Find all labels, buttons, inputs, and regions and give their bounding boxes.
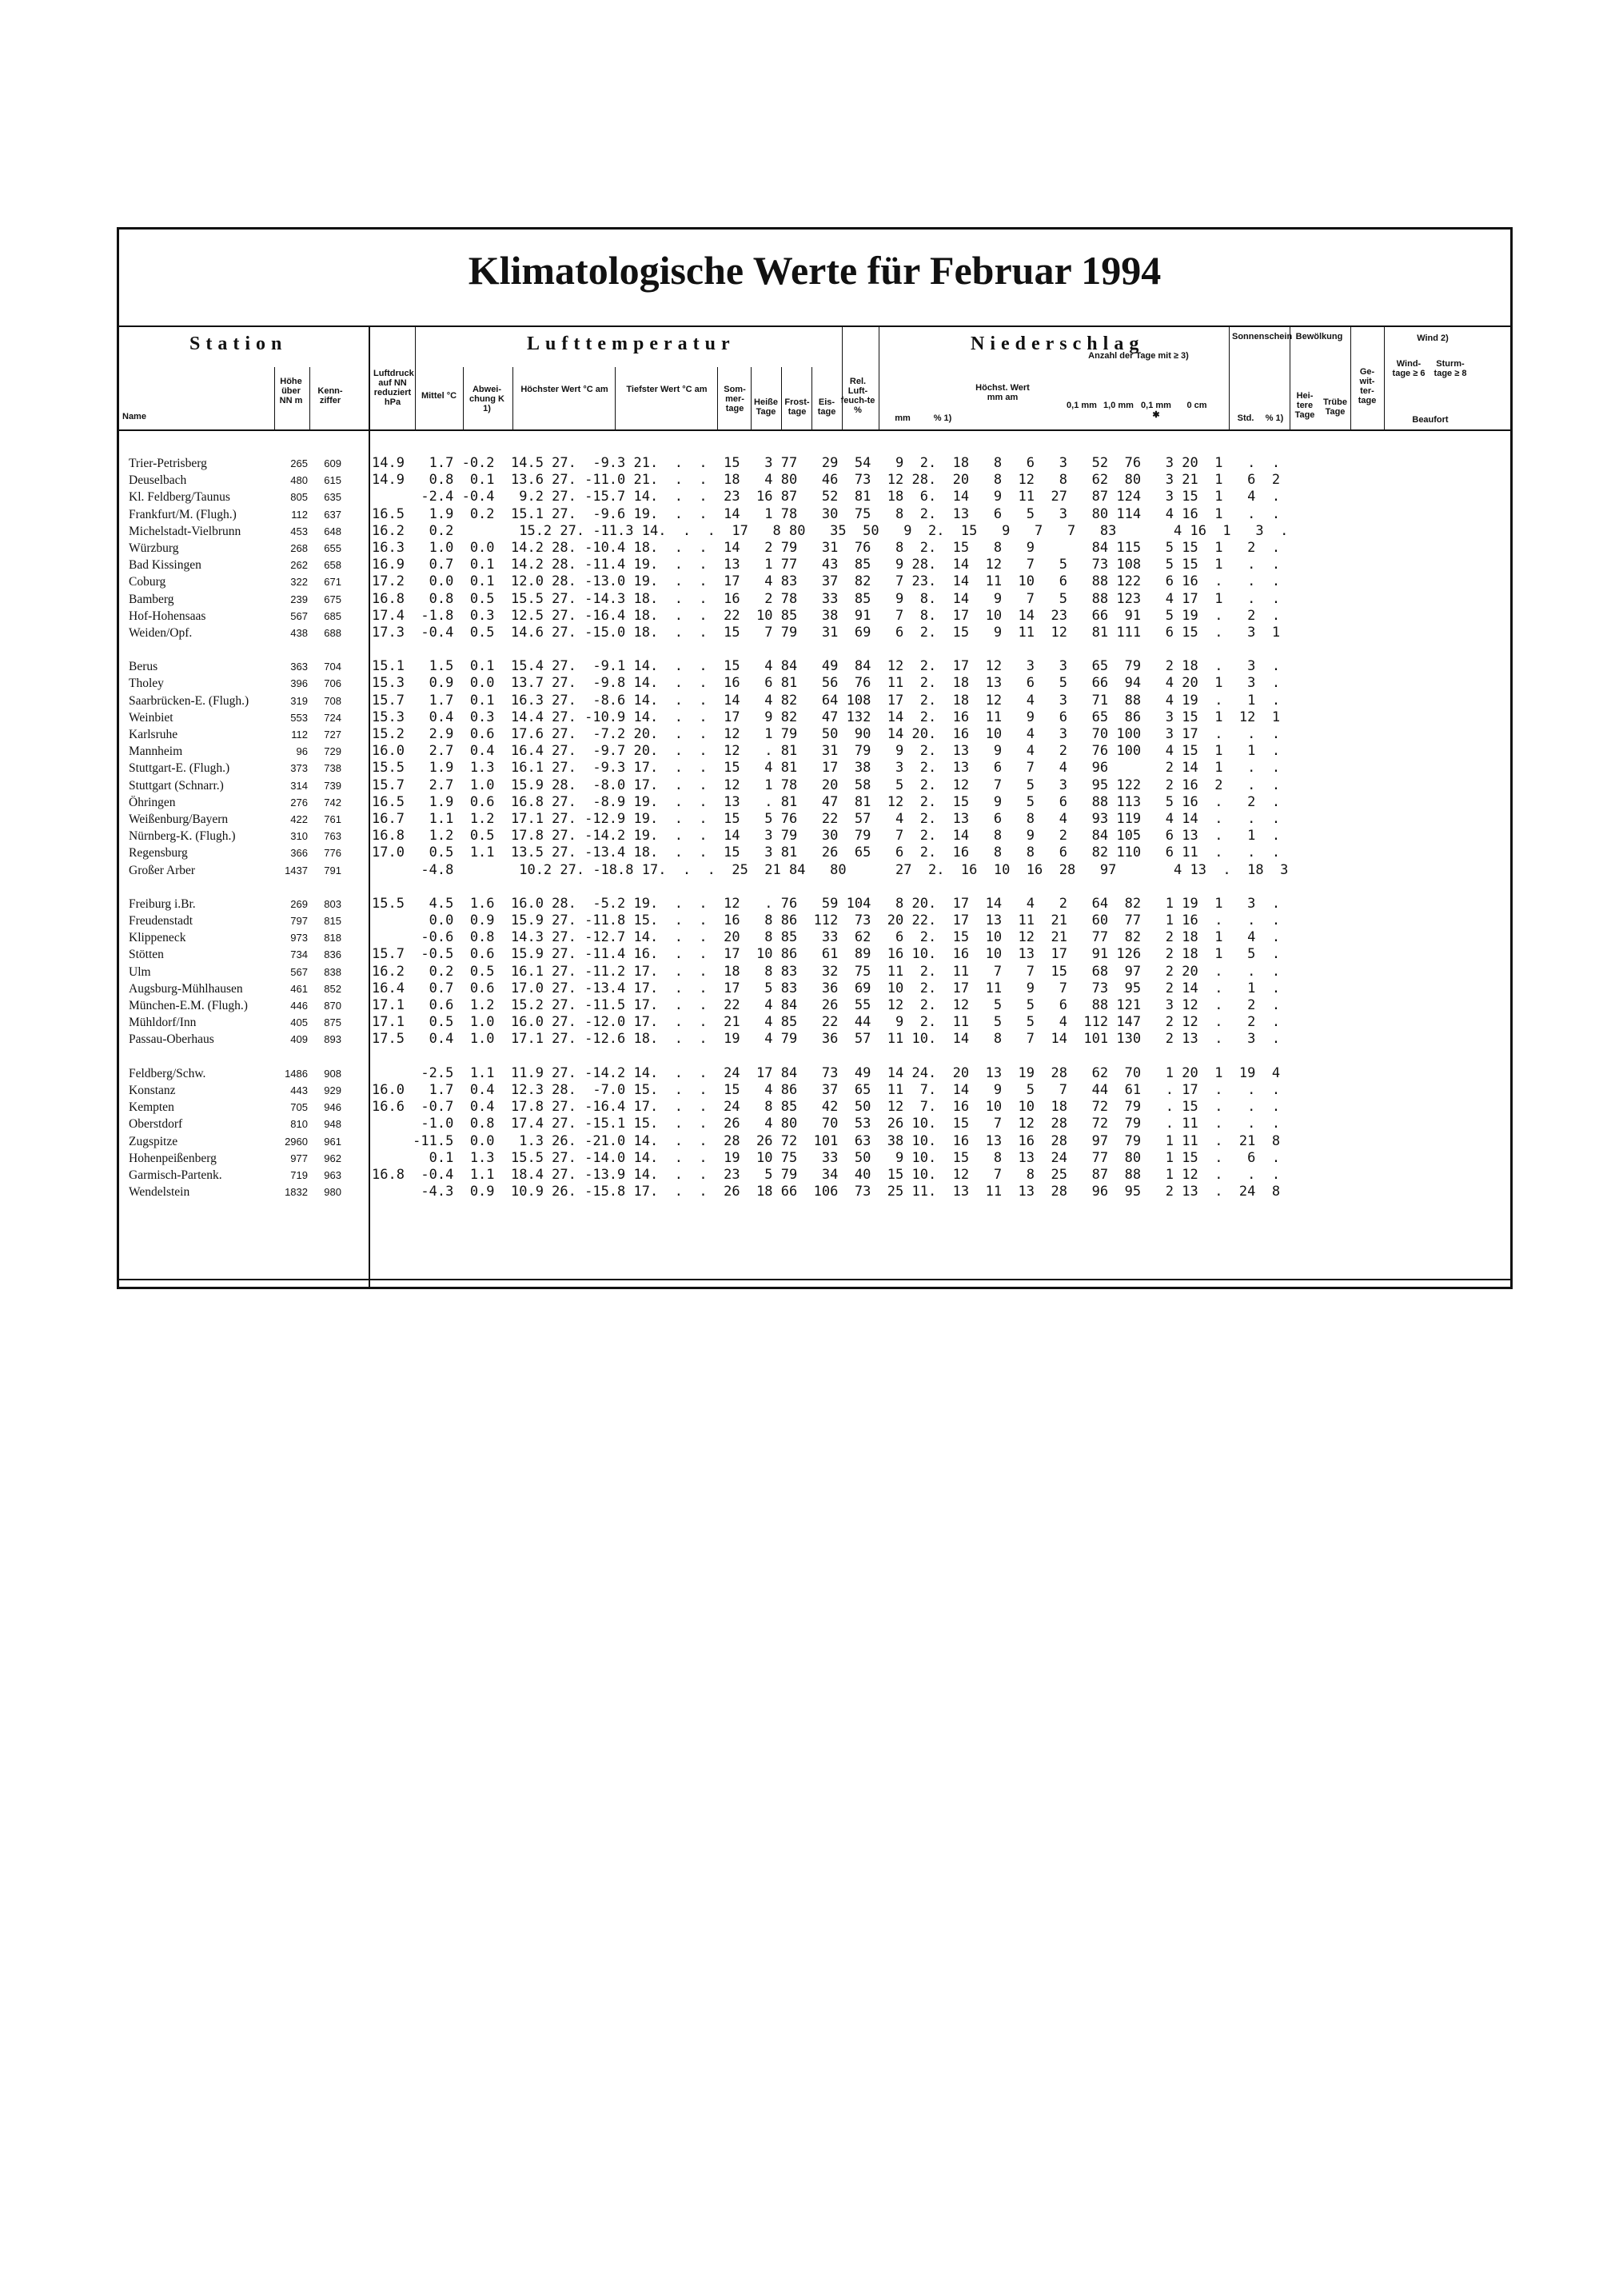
station-name: Passau-Oberhaus [129,1032,214,1047]
frost-days-label: Frost-tage [784,397,810,417]
temp-mean-label: Mittel °C [421,391,457,401]
divider [1229,327,1230,429]
station-name: Ulm [129,964,151,979]
station-height: 112 [291,508,308,521]
station-data-row: 16.5 1.9 0.6 16.8 27. -8.9 19. . . 13 . 81 47 81 12 2. 15 9 5 6 88 113 5 16 . 2 . [372,793,1281,810]
station-name: Deuselbach [129,473,187,488]
station-name: Bamberg [129,592,174,606]
station-name: Oberstdorf [129,1117,183,1132]
station-height: 446 [290,1000,308,1012]
storm-days-label: Sturm-tage ≥ 8 [1434,359,1467,378]
divider [1350,327,1351,429]
station-height: 553 [290,711,308,724]
group-gap [129,641,393,658]
station-height: 322 [290,576,308,589]
page-title: Klimatologische Werte für Februar 1994 [468,248,1162,293]
station-height: 422 [290,813,308,825]
station-height: 268 [290,541,308,554]
station-height: 453 [290,525,308,537]
station-code: 729 [324,745,341,758]
station-name: Kl. Feldberg/Taunus [129,490,230,505]
station-code: 961 [324,1135,341,1148]
station-code: 803 [324,897,341,910]
station-code: 724 [324,711,341,724]
station-height: 567 [290,609,308,622]
station-name: Klippeneck [129,931,186,945]
station-data-row: 0.1 1.3 15.5 27. -14.0 14. . . 19 10 75 33 50 9 10. 15 8 13 24 77 80 1 15 . 6 . [372,1149,1281,1166]
station-data-row: 16.0 1.7 0.4 12.3 28. -7.0 15. . . 15 4 86 37 65 11 7. 14 9 5 7 44 61 . 17 . . . [372,1081,1281,1098]
station-code: 706 [324,677,341,690]
station-code: 962 [324,1152,341,1164]
station-code: 739 [324,779,341,792]
station-data-row: -11.5 0.0 1.3 26. -21.0 14. . . 28 26 72 101 63 38 10. 16 13 16 28 97 79 1 11 . 21 8 [372,1132,1281,1149]
station-code: 818 [324,932,341,944]
station-code: 635 [324,491,341,504]
station-name: Weiden/Opf. [129,625,193,640]
station-data-row: 15.7 2.7 1.0 15.9 28. -8.0 17. . . 12 1 78 20 58 5 2. 12 7 5 3 95 122 2 16 2 . . [372,777,1281,793]
station-name: Mühldorf/Inn [129,1016,197,1030]
station-data-row: 16.2 0.2 15.2 27. -11.3 14. . . 17 8 80 35 50 9 2. 15 9 7 7 83 4 16 1 3 . [372,522,1289,539]
station-data-row: 15.5 4.5 1.6 16.0 28. -5.2 19. . . 12 . 76 59 104 8 20. 17 14 4 2 64 82 1 19 1 3 . [372,895,1281,912]
station-code: 658 [324,559,341,572]
station-code: 761 [324,813,341,825]
station-height: 363 [290,661,308,673]
precip-days-label: Anzahl der Tage mit ≥ 3) [1088,351,1189,361]
station-code: 685 [324,609,341,622]
precip-max-label: Höchst. Wert mm am [975,383,1030,402]
snow-days-label: 0,1 mm ✱ [1141,401,1171,420]
station-height: 1486 [285,1067,308,1080]
station-name: Regensburg [129,846,188,861]
station-data-row: -2.5 1.1 11.9 27. -14.2 14. . . 24 17 84 73 49 14 24. 20 13 19 28 62 70 1 20 1 19 4 [372,1064,1281,1081]
station-code: 875 [324,1016,341,1029]
station-code: 742 [324,796,341,809]
station-code: 908 [324,1067,341,1080]
station-data-row: 15.7 -0.5 0.6 15.9 27. -11.4 16. . . 17 10 86 61 89 16 10. 16 10 13 17 91 126 2 18 1 5 . [372,946,1281,963]
station-data-row: 16.8 0.8 0.5 15.5 27. -14.3 18. . . 16 2 78 33 85 9 8. 14 9 7 5 88 123 4 17 1 . . [372,590,1281,607]
station-data-row: -0.6 0.8 14.3 27. -12.7 14. . . 20 8 85 33 62 6 2. 15 10 12 21 77 82 2 18 1 4 . [372,929,1281,946]
station-name: Zugspitze [129,1134,178,1148]
pressure-column-label: Luftdruck auf NN reduziert hPa [373,369,414,407]
station-code: 870 [324,1000,341,1012]
station-name: Würzburg [129,541,179,555]
station-data-row: 15.5 1.9 1.3 16.1 27. -9.3 17. . . 15 4 81 17 38 3 2. 13 6 7 4 96 2 14 1 . . [372,760,1281,777]
temp-max-label: Höchster Wert °C am [520,385,608,394]
station-height: 112 [291,729,308,741]
station-name: Hof-Hohensaas [129,609,206,623]
station-name: Weinbiet [129,710,173,725]
station-name: Freiburg i.Br. [129,896,196,911]
station-name: Freudenstadt [129,914,193,928]
station-data-row: 16.9 0.7 0.1 14.2 28. -11.4 19. . . 13 1 77 43 85 9 28. 14 12 7 5 73 108 5 15 1 . . [372,557,1281,573]
station-data-row: 17.1 0.6 1.2 15.2 27. -11.5 17. . . 22 4 84 26 55 12 2. 12 5 5 6 88 121 3 12 . 2 . [372,997,1281,1013]
station-data-row: 16.3 1.0 0.0 14.2 28. -10.4 18. . . 14 2 79 31 76 8 2. 15 8 9 84 115 5 15 1 2 . [372,539,1281,556]
station-data-row: 17.4 -1.8 0.3 12.5 27. -16.4 18. . . 22 10 85 38 91 7 8. 17 10 14 23 66 91 5 19 . 2 . [372,607,1281,624]
station-name: Frankfurt/M. (Flugh.) [129,507,237,521]
station-height: 797 [290,915,308,928]
station-name: Weißenburg/Bayern [129,812,229,826]
station-height: 1832 [285,1186,308,1199]
station-name: Stuttgart-E. (Flugh.) [129,761,230,776]
station-data-row: 17.2 0.0 0.1 12.0 28. -13.0 19. . . 17 4 83 37 82 7 23. 14 11 10 6 88 122 6 16 . . . [372,573,1281,590]
station-data-row: 16.5 1.9 0.2 15.1 27. -9.6 19. . . 14 1 78 30 75 8 2. 13 6 5 3 80 114 4 16 1 . . [372,505,1281,522]
wind-group-label: Wind 2) [1417,333,1449,343]
station-data-row: 15.2 2.9 0.6 17.6 27. -7.2 20. . . 12 1 79 50 90 14 20. 16 10 4 3 70 100 3 17 . . . [372,726,1281,742]
station-heights [276,455,308,1200]
temperature-group-label: Lufttemperatur [527,333,736,354]
group-gap [129,1048,393,1065]
station-data-row: -4.3 0.9 10.9 26. -15.8 17. . . 26 18 66 106 73 25 11. 13 11 13 28 96 95 2 13 . 24 8 [372,1184,1281,1200]
station-name: Bad Kissingen [129,558,201,573]
name-column-label: Name [122,412,146,421]
station-code: 948 [324,1118,341,1131]
hot-days-label: Heiße Tage [754,397,778,417]
station-code: 704 [324,661,341,673]
station-name: Augsburg-Mühlhausen [129,981,243,996]
station-height: 438 [290,626,308,639]
station-height: 310 [290,830,308,843]
climate-table-frame [117,227,1513,1289]
station-name: Tholey [129,677,164,691]
group-gap [372,641,1288,658]
humidity-label: Rel. Luft-feuch-te % [840,377,875,415]
sunshine-percent-label: % 1) [1265,413,1284,423]
beaufort-label: Beaufort [1412,415,1449,425]
station-code: 688 [324,626,341,639]
station-code: 609 [324,457,341,469]
precipitation-group-label: Niederschlag [971,333,1145,354]
station-code: 648 [324,525,341,537]
station-name: München-E.M. (Flugh.) [129,999,248,1012]
station-code: 738 [324,762,341,775]
temp-deviation-label: Abwei-chung K 1) [469,385,504,413]
station-values [372,455,1288,1200]
divider [717,367,718,429]
station-code: 708 [324,694,341,707]
station-data-row: 16.6 -0.7 0.4 17.8 27. -16.4 17. . . 24 8 85 42 50 12 7. 16 10 10 18 72 79 . 15 . . . [372,1099,1281,1116]
station-height: 719 [290,1168,308,1181]
group-gap [372,1048,1288,1065]
divider [309,367,310,429]
station-data-row: 14.9 1.7 -0.2 14.5 27. -9.3 21. . . 15 3 77 29 54 9 2. 18 8 6 3 52 76 3 20 1 . . [372,455,1281,471]
station-name: Stuttgart (Schnarr.) [129,778,224,793]
temp-min-label: Tiefster Wert °C am [626,385,708,394]
station-code: 893 [324,1033,341,1046]
station-name: Garmisch-Partenk. [129,1168,222,1182]
station-code: 838 [324,965,341,978]
station-height: 265 [290,457,308,469]
station-codes [309,455,341,1200]
station-name: Wendelstein [129,1185,190,1200]
table-bottom-rule [119,1279,1510,1280]
station-name: Stötten [129,948,164,962]
group-gap [309,879,341,896]
station-code: 929 [324,1084,341,1096]
station-code: 836 [324,948,341,961]
station-name: Öhringen [129,795,176,809]
station-data-row: 16.2 0.2 0.5 16.1 27. -11.2 17. . . 18 8 83 32 75 11 2. 11 7 7 15 68 97 2 20 . . . [372,963,1281,980]
group-gap [309,1048,341,1065]
station-data-row: 15.1 1.5 0.1 15.4 27. -9.1 14. . . 15 4 84 49 84 12 2. 17 12 3 3 65 79 2 18 . 3 . [372,658,1281,675]
divider [842,327,843,429]
summer-days-label: Som-mer-tage [724,385,746,413]
station-height: 409 [290,1033,308,1046]
station-data-row: 16.7 1.1 1.2 17.1 27. -12.9 19. . . 15 5 76 22 57 4 2. 13 6 8 4 93 119 4 14 . . . [372,810,1281,827]
station-name: Konstanz [129,1083,176,1097]
station-height: 262 [290,559,308,572]
sunshine-group-label: Sonnenschein [1232,332,1293,341]
station-height: 373 [290,762,308,775]
station-height: 405 [290,1016,308,1029]
station-name: Mannheim [129,745,183,759]
station-names [129,455,393,1200]
station-data-row: -2.4 -0.4 9.2 27. -15.7 14. . . 23 16 87 52 81 18 6. 14 9 11 27 87 124 3 15 1 4 . [372,489,1281,505]
station-name: Trier-Petrisberg [129,457,207,470]
station-height: 443 [290,1084,308,1096]
station-data-row: 17.3 -0.4 0.5 14.6 27. -15.0 18. . . 15 7 79 31 69 6 2. 15 9 11 12 81 111 6 15 . 3 1 [372,624,1281,641]
station-height: 705 [290,1101,308,1114]
clear-days-label: Hei-tere Tage [1294,391,1315,420]
table-header [119,325,1510,431]
station-name: Saarbrücken-E. (Flugh.) [129,693,249,708]
station-height: 973 [290,932,308,944]
divider [415,327,416,429]
station-name: Großer Arber [129,863,196,877]
station-data-row: 15.3 0.4 0.3 14.4 27. -10.9 14. . . 17 9 82 47 132 14 2. 16 11 9 6 65 86 3 15 1 12 1 [372,709,1281,725]
ice-days-label: Eis-tage [817,397,836,417]
group-gap [276,641,308,658]
station-code: 727 [324,729,341,741]
station-data-row: 15.7 1.7 0.1 16.3 27. -8.6 14. . . 14 4 82 64 108 17 2. 18 12 4 3 71 88 4 19 . 1 . [372,692,1281,709]
thunder-days-label: Ge-wit-ter-tage [1358,367,1377,405]
divider [615,367,616,429]
station-code: 615 [324,474,341,487]
station-code: 776 [324,847,341,860]
station-group-label: Station [189,333,288,354]
station-name: Hohenpeißenberg [129,1151,217,1165]
station-data-row: 16.8 1.2 0.5 17.8 27. -14.2 19. . . 14 3 79 30 79 7 2. 14 8 9 2 84 105 6 13 . 1 . [372,828,1281,845]
station-data-row: 16.4 0.7 0.6 17.0 27. -13.4 17. . . 17 5 83 36 69 10 2. 17 11 9 7 73 95 2 14 . 1 . [372,980,1281,996]
divider [751,367,752,429]
days-01mm-label: 0,1 mm [1067,401,1097,410]
station-code: 671 [324,576,341,589]
group-gap [276,879,308,896]
station-height: 480 [290,474,308,487]
station-height: 396 [290,677,308,690]
station-data-row: 17.0 0.5 1.1 13.5 27. -13.4 18. . . 15 3 81 26 65 6 2. 16 8 8 6 82 110 6 11 . . . [372,845,1281,861]
station-name: Karlsruhe [129,728,178,741]
station-code: 946 [324,1101,341,1114]
group-gap [129,879,393,896]
station-height: 319 [290,694,308,707]
station-height: 1437 [285,864,308,876]
precip-mm-label: mm [895,413,911,423]
station-height: 810 [290,1118,308,1131]
station-height: 461 [290,982,308,995]
group-gap [276,1048,308,1065]
station-data-row: 15.3 0.9 0.0 13.7 27. -9.8 14. . . 16 6 81 56 76 11 2. 18 13 6 5 66 94 4 20 1 3 . [372,675,1281,692]
precip-percent-label: % 1) [933,413,952,423]
sunshine-hours-label: Std. [1237,413,1254,423]
overcast-days-label: Trübe Tage [1323,397,1347,417]
station-code: 963 [324,1168,341,1181]
station-data-row: -1.0 0.8 17.4 27. -15.1 15. . . 26 4 80 70 53 26 10. 15 7 12 28 72 79 . 11 . . . [372,1116,1281,1132]
station-height: 567 [290,965,308,978]
station-code: 791 [324,864,341,876]
station-name: Michelstadt-Vielbrunn [129,524,241,538]
group-gap [309,641,341,658]
station-name: Nürnberg-K. (Flugh.) [129,829,236,844]
divider [1384,327,1385,429]
station-height: 977 [290,1152,308,1164]
station-name: Berus [129,660,158,674]
code-column-label: Kenn-ziffer [317,386,343,405]
wind-days-label: Wind-tage ≥ 6 [1392,359,1426,378]
station-data-row: 17.1 0.5 1.0 16.0 27. -12.0 17. . . 21 4 85 22 44 9 2. 11 5 5 4 112 147 2 12 . 2 . [372,1014,1281,1031]
station-data-row: -4.8 10.2 27. -18.8 17. . . 25 21 84 80 27 2. 16 10 16 28 97 4 13 . 18 3 [372,861,1289,878]
station-data-row: 0.0 0.9 15.9 27. -11.8 15. . . 16 8 86 112 73 20 22. 17 13 11 21 60 77 1 16 . . . [372,912,1281,929]
station-code: 655 [324,541,341,554]
station-data-row: 17.5 0.4 1.0 17.1 27. -12.6 18. . . 19 4 79 36 57 11 10. 14 8 7 14 101 130 2 13 . 3 . [372,1031,1281,1048]
station-height: 2960 [285,1135,308,1148]
station-data-row: 16.0 2.7 0.4 16.4 27. -9.7 20. . . 12 . 81 31 79 9 2. 13 9 4 2 76 100 4 15 1 1 . [372,743,1281,760]
days-10mm-label: 1,0 mm [1103,401,1134,410]
station-code: 763 [324,830,341,843]
station-height: 314 [290,779,308,792]
station-height: 269 [290,897,308,910]
snow-cover-label: 0 cm [1186,401,1207,410]
divider [781,367,782,429]
cloud-group-label: Bewölkung [1295,332,1343,341]
divider [512,367,513,429]
station-code: 637 [324,508,341,521]
station-code: 980 [324,1186,341,1199]
divider [811,367,812,429]
station-name: Coburg [129,575,166,589]
station-height: 734 [290,948,308,961]
station-height: 239 [290,593,308,605]
divider [463,367,464,429]
station-height: 276 [290,796,308,809]
station-height: 366 [290,847,308,860]
group-gap [372,879,1288,896]
station-code: 852 [324,982,341,995]
station-code: 815 [324,915,341,928]
station-name: Kempten [129,1100,174,1115]
station-data-row: 16.8 -0.4 1.1 18.4 27. -13.9 14. . . 23 5 79 34 40 15 10. 12 7 8 25 87 88 1 12 . . . [372,1166,1281,1183]
station-name: Feldberg/Schw. [129,1066,206,1080]
station-code: 675 [324,593,341,605]
divider [274,367,275,429]
station-height: 805 [290,491,308,504]
height-column-label: Höhe über NN m [279,377,303,405]
station-data-row: 14.9 0.8 0.1 13.6 27. -11.0 21. . . 18 4 80 46 73 12 28. 20 8 12 8 62 80 3 21 1 6 2 [372,472,1281,489]
station-height: 96 [296,745,308,758]
